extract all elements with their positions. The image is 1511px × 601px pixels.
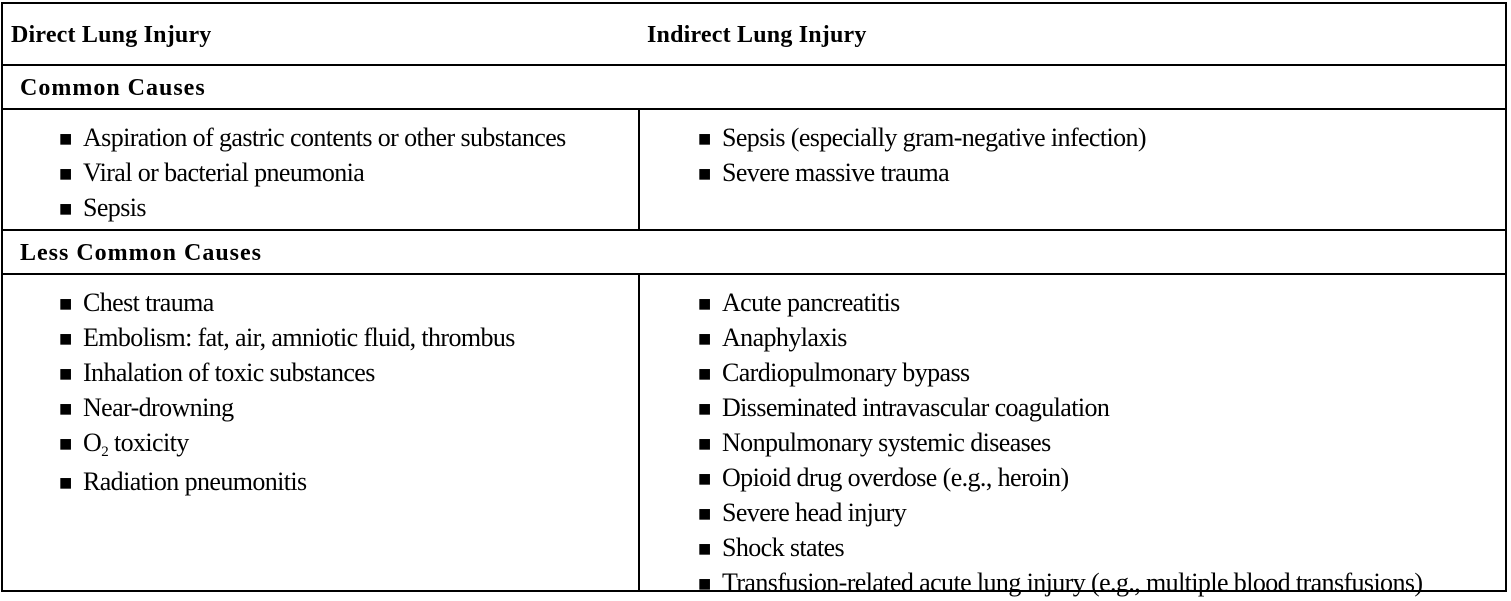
square-bullet-icon: ■ — [698, 501, 712, 526]
square-bullet-icon: ■ — [59, 161, 73, 186]
list-item: ■ Opioid drug overdose (e.g., heroin) — [698, 461, 1422, 496]
section-header-row — [3, 231, 1505, 275]
list-item: ■ Aspiration of gastric contents or other substances — [59, 121, 566, 156]
list-item: ■ Sepsis (especially gram-negative infection) — [698, 121, 1146, 156]
indirect-causes-cell — [640, 275, 1505, 597]
section-title-less-common: Less Common Causes — [20, 240, 263, 266]
square-bullet-icon: ■ — [698, 536, 712, 561]
column-header-indirect: Indirect Lung Injury — [647, 22, 867, 48]
direct-causes-cell — [3, 275, 640, 590]
list-item: ■ Nonpulmonary systemic diseases — [698, 426, 1422, 461]
list-item: ■ Transfusion-related acute lung injury (e.g., multiple blood transfusions) — [698, 566, 1422, 601]
column-header-direct: Direct Lung Injury — [11, 22, 212, 48]
lung-injury-causes-table — [1, 2, 1507, 597]
list-item: ■ Embolism: fat, air, amniotic fluid, thrombus — [59, 321, 515, 356]
square-bullet-icon: ■ — [698, 361, 712, 386]
list-item: ■ Severe head injury — [698, 496, 1422, 531]
square-bullet-icon: ■ — [698, 396, 712, 421]
square-bullet-icon: ■ — [59, 431, 73, 456]
indirect-common-list — [698, 121, 1146, 191]
direct-common-list — [59, 121, 566, 226]
section-header-row — [3, 66, 1505, 110]
list-item: ■ Near-drowning — [59, 391, 515, 426]
section-body-common — [3, 110, 1505, 231]
o2-toxicity-text: $O_2$ toxicity — [83, 428, 189, 460]
direct-causes-cell — [3, 110, 640, 229]
list-item: ■ Viral or bacterial pneumonia — [59, 156, 566, 191]
list-item: ■ Radiation pneumonitis — [59, 465, 515, 500]
list-item: ■ Disseminated intravascular coagulation — [698, 391, 1422, 426]
list-item: ■ Shock states — [698, 531, 1422, 566]
square-bullet-icon: ■ — [59, 291, 73, 316]
list-item: ■ Anaphylaxis — [698, 321, 1422, 356]
indirect-less-common-list — [698, 286, 1422, 601]
square-bullet-icon: ■ — [698, 126, 712, 151]
square-bullet-icon: ■ — [59, 326, 73, 351]
square-bullet-icon: ■ — [59, 196, 73, 221]
list-item: ■ Cardiopulmonary bypass — [698, 356, 1422, 391]
list-item: ■ Sepsis — [59, 191, 566, 226]
list-item: ■ Inhalation of toxic substances — [59, 356, 515, 391]
square-bullet-icon: ■ — [59, 361, 73, 386]
list-item: ■ Chest trauma — [59, 286, 515, 321]
square-bullet-icon: ■ — [698, 291, 712, 316]
section-title-common: Common Causes — [20, 75, 206, 101]
square-bullet-icon: ■ — [698, 571, 712, 596]
direct-less-common-list — [59, 286, 515, 500]
square-bullet-icon: ■ — [698, 466, 712, 491]
square-bullet-icon: ■ — [698, 161, 712, 186]
table-header-row — [3, 4, 1505, 66]
list-item: ■ Severe massive trauma — [698, 156, 1146, 191]
square-bullet-icon: ■ — [698, 326, 712, 351]
list-item — [59, 426, 515, 461]
square-bullet-icon: ■ — [59, 126, 73, 151]
square-bullet-icon: ■ — [59, 470, 73, 495]
square-bullet-icon: ■ — [698, 431, 712, 456]
list-item: ■ Acute pancreatitis — [698, 286, 1422, 321]
section-body-less-common — [3, 275, 1505, 597]
square-bullet-icon: ■ — [59, 396, 73, 421]
indirect-causes-cell — [640, 110, 1505, 229]
